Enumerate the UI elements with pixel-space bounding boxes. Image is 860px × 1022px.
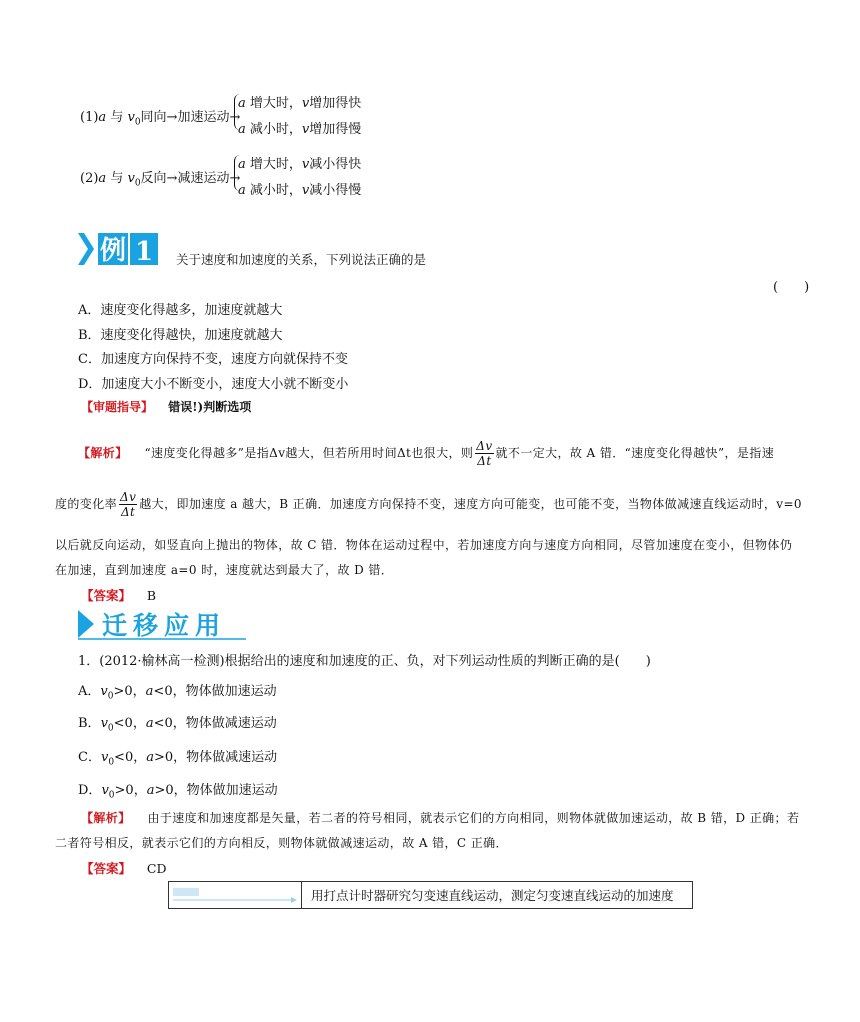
topic-box [168,881,693,909]
example-option-b: B．速度变化得越快，加速度就越大 [78,328,283,343]
example-analysis-part4: 越大，即加速度 a 越大，B 正确．加速度方向保持不变，速度方向可能变，也可能不变，当物体做减速直线运动时，v=0 [139,497,802,511]
example-option-a: A．速度变化得越多，加速度就越大 [78,303,283,318]
application-answer-line [81,859,167,877]
rule2-case2-a: a [238,183,246,198]
application-option-c [78,746,277,768]
rate-fraction [475,440,493,467]
rule1-a: a [98,110,107,125]
example-banner [78,233,160,265]
app-opt-a-a: a [145,684,154,699]
rule1-case2-text: 减小时， [245,122,302,137]
app-opt-d-sub: 0 [108,790,115,801]
rule2-line [80,167,240,189]
app-opt-b-rest2: <0，物体做减速运动 [153,716,277,731]
topic-box-text: 用打点计时器研究匀变速直线运动，测定匀变速直线运动的加速度 [311,888,674,903]
rule2-case1 [238,153,361,172]
guide-label: 【审题指导】 [81,400,154,414]
rule1-case1-a: a [238,96,246,111]
guide-text: 错误!)判断选项 [168,400,252,414]
app-opt-a-letter: A． [78,684,101,699]
example-analysis-label: 【解析】 [78,446,128,460]
example-analysis-line1 [78,440,774,467]
example-option-d: D．加速度大小不断变小，速度大小就不断变小 [78,377,349,392]
app-opt-c-v: v [100,750,109,765]
application-option-a [78,680,277,702]
example-question: 关于速度和加速度的关系，下列说法正确的是 [176,252,427,267]
app-opt-c-rest: <0， [114,750,147,765]
rule2-mid2: 反向→减速运动→ [140,171,241,186]
rule1-v0: v [127,110,135,125]
rule2-lead: (2) [80,171,99,186]
example-banner-num: 1 [134,237,154,265]
rule2-case1-v: v [301,157,310,172]
application-question: 1．(2012·榆林高一检测)根据给出的速度和加速度的正、负，对下列运动性质的判断正确的是( ) [78,654,651,669]
app-opt-d-letter: D． [78,783,102,798]
example-analysis-part3: 度的变化率 [55,497,118,511]
rule1-case1 [238,92,361,111]
application-analysis-line1 [81,809,799,826]
app-opt-a-rest2: <0，物体做加速运动 [153,684,277,699]
app-opt-a-sub: 0 [107,691,114,702]
rule1-case2 [238,118,361,137]
rule2-case1-end: 减小得快 [309,157,362,172]
app-opt-c-sub: 0 [108,757,115,768]
rule2-v0: v [127,171,135,186]
application-banner-text: 迁移应用 [102,611,227,640]
rule2-case1-a: a [238,157,246,172]
app-opt-a-rest: >0， [113,684,146,699]
example-answer-label: 【答案】 [81,588,132,603]
application-analysis-line2: 二者符号相反，就表示它们的方向相反，则物体就做减速运动，故 A 错，C 正确． [55,836,508,850]
app-opt-d-rest: >0， [114,783,147,798]
example-analysis-line3: 以后就反向运动，如竖直向上抛出的物体，故 C 错．物体在运动过程中，若加速度方向与速度方向相同，尽管加速度在变小，但物体仍 [55,538,793,552]
example-banner-char: 例 [99,236,127,265]
example-analysis-line4: 在加速，直到加速度 a=0 时，速度就达到最大了，故 D 错． [55,563,394,577]
rule1-lead: (1) [80,110,99,125]
rule1-case2-a: a [238,122,246,137]
example-answer: B [146,588,157,603]
rule2-case2 [238,179,361,198]
example-blank: ( ) [773,280,810,295]
rule1-case2-end: 增加得慢 [309,122,362,137]
rule2-v0-sub: 0 [134,178,141,189]
application-option-b [78,712,277,734]
application-option-d [78,779,278,801]
application-analysis-part1: 由于速度和加速度都是矢量，若二者的符号相同，就表示它们的方向相同，则物体就做加速运动，故 B 错，D 正确；若 [147,811,800,825]
rate-fraction-num: Δv [476,439,493,453]
app-opt-a-v: v [100,684,108,699]
rule1-mid1: 与 [106,110,128,125]
rule2-case2-v: v [301,183,310,198]
rule1-case2-v: v [301,122,310,137]
rule1-v0-sub: 0 [134,117,141,128]
app-opt-b-v: v [100,716,108,731]
app-opt-d-a: a [146,783,155,798]
rule2-case2-text: 减小时， [245,183,302,198]
example-analysis-part1: “速度变化得越多”是指Δv越大，但若所用时间Δt也很大，则 [144,446,474,460]
rule2-case2-end: 减小得慢 [309,183,362,198]
rate-fraction-2-num: Δv [120,490,137,504]
rate-fraction-2 [119,491,137,518]
rate-fraction-2-den: Δt [120,505,136,519]
rule1-mid2: 同向→加速运动→ [140,110,241,125]
rule1-line [80,106,240,128]
example-option-c: C．加速度方向保持不变，速度方向就保持不变 [78,352,348,367]
rule2-a: a [98,171,107,186]
app-opt-b-sub: 0 [107,723,114,734]
guide-line [81,398,251,415]
app-opt-b-rest: <0， [113,716,146,731]
topic-marker-graphic [169,882,301,908]
rule1-case1-end: 增加得快 [309,96,362,111]
app-opt-c-letter: C． [78,750,101,765]
rule2-case1-text: 增大时， [245,157,302,172]
app-opt-c-a: a [146,750,154,765]
example-answer-line [81,586,156,604]
rule1-case1-v: v [301,96,310,111]
example-analysis-part2: 就不一定大，故 A 错．“速度变化得越快”，是指速 [495,446,775,460]
rule1-case1-text: 增大时， [245,96,302,111]
application-analysis-label: 【解析】 [81,811,131,825]
app-opt-d-rest2: >0，物体做加速运动 [154,783,278,798]
application-answer: CD [146,861,167,876]
app-opt-c-rest2: >0，物体做减速运动 [153,750,278,765]
application-answer-label: 【答案】 [81,861,132,876]
example-analysis-line2 [55,491,802,518]
app-opt-b-a: a [145,716,154,731]
rule2-mid1: 与 [106,171,128,186]
rate-fraction-den: Δt [477,454,492,468]
app-opt-b-letter: B． [78,716,101,731]
app-opt-d-v: v [101,783,109,798]
application-banner [78,608,246,640]
topic-box-marker [169,882,302,908]
